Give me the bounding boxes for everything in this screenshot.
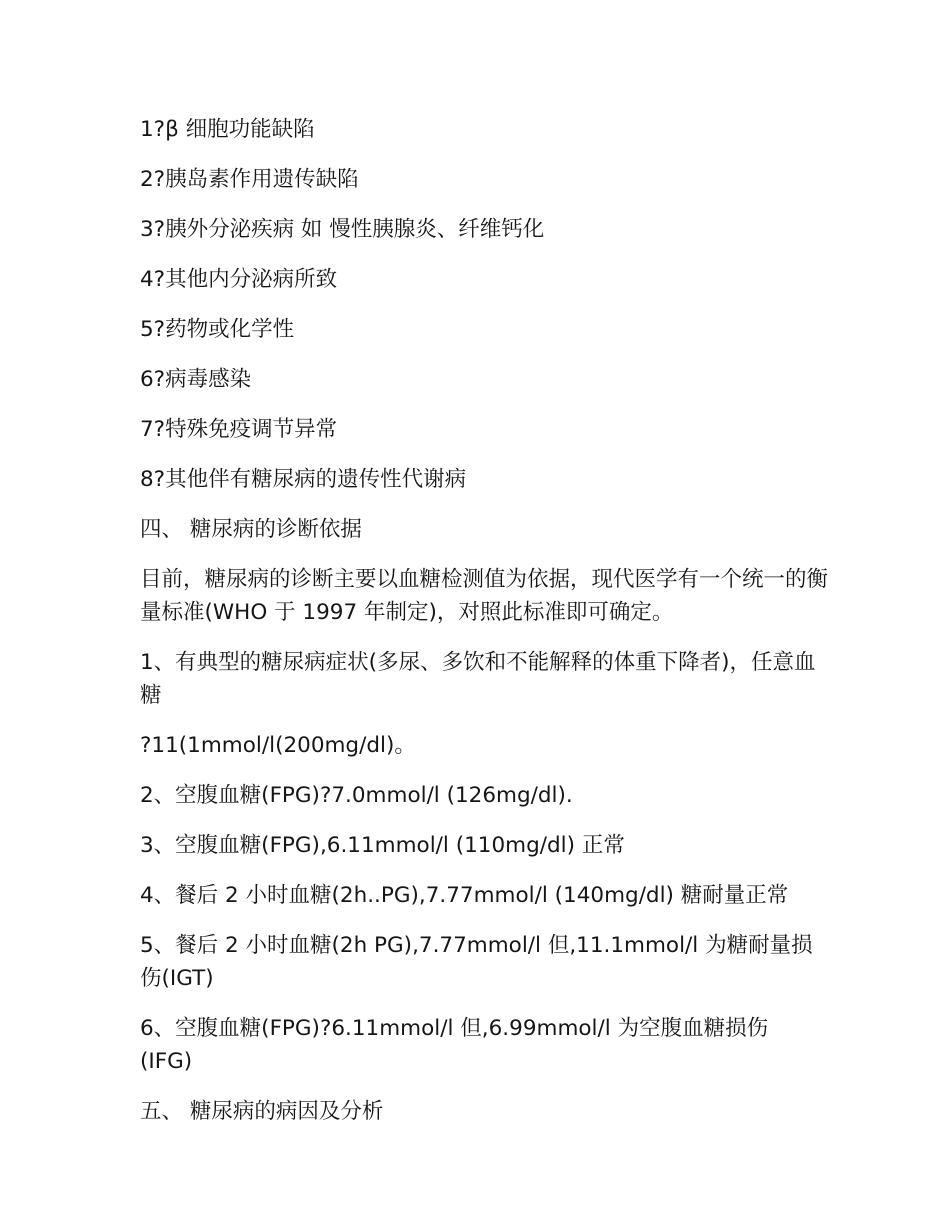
list-item-text: 1?β 细胞功能缺陷 xyxy=(140,117,315,142)
section-heading-5-etiology-analysis xyxy=(140,1095,820,1128)
list-item-text: 3?胰外分泌疾病 如 慢性胰腺炎、纤维钙化 xyxy=(140,217,545,242)
list-item-exocrine-disease xyxy=(140,213,820,246)
section-heading-4-diagnosis-basis xyxy=(140,513,820,546)
list-item-immune-disorder xyxy=(140,413,820,446)
list-item-fpg-diabetes xyxy=(140,779,820,812)
list-item-ifg xyxy=(140,1012,820,1078)
list-item-text: 6、空腹血糖(FPG)?6.11mmol/l 但,6.99mmol/l 为空腹血糖损伤 xyxy=(140,1016,769,1041)
list-item-text: 7?特殊免疫调节异常 xyxy=(140,417,338,442)
list-item-2h-pg-normal xyxy=(140,879,820,912)
paragraph-line: 目前，糖尿病的诊断主要以血糖检测值为依据，现代医学有一个统一的衡 xyxy=(140,567,829,592)
list-item-text: 5、餐后 2 小时血糖(2h PG),7.77mmol/l 但,11.1mmol/l 为糖耐量损 xyxy=(140,933,813,958)
section-heading-text: 五、 糖尿病的病因及分析 xyxy=(140,1099,384,1124)
paragraph-who-standard xyxy=(140,563,829,629)
list-item-beta-cell xyxy=(140,113,820,146)
paragraph-line: ?11(1mmol/l(200mg/dl)。 xyxy=(140,733,416,758)
section-heading-text: 四、 糖尿病的诊断依据 xyxy=(140,517,362,542)
list-item-text: 3、空腹血糖(FPG),6.11mmol/l (110mg/dl) 正常 xyxy=(140,833,625,858)
list-item-text: 2?胰岛素作用遗传缺陷 xyxy=(140,167,359,192)
paragraph-random-glucose-value xyxy=(140,729,820,762)
list-item-hereditary-metabolic xyxy=(140,463,820,496)
list-item-text: 6?病毒感染 xyxy=(140,367,252,392)
list-item-igt xyxy=(140,929,820,995)
list-item-text: 8?其他伴有糖尿病的遗传性代谢病 xyxy=(140,467,467,492)
list-item-drug-chemical xyxy=(140,313,820,346)
list-item-other-endocrine xyxy=(140,263,820,296)
list-item-text: 5?药物或化学性 xyxy=(140,317,295,342)
list-item-insulin-genetic xyxy=(140,163,820,196)
list-item-text: 2、空腹血糖(FPG)?7.0mmol/l (126mg/dl). xyxy=(140,783,573,808)
list-item-text: 4、餐后 2 小时血糖(2h..PG),7.77mmol/l (140mg/dl) 糖耐量正常 xyxy=(140,883,789,908)
list-item-text: 糖 xyxy=(140,683,162,708)
list-item-text: 4?其他内分泌病所致 xyxy=(140,267,338,292)
paragraph-line: 量标准(WHO 于 1997 年制定)，对照此标准即可确定。 xyxy=(140,600,674,625)
list-item-text: 伤(IGT) xyxy=(140,966,214,991)
list-item-fpg-normal xyxy=(140,829,820,862)
list-item-text: (IFG) xyxy=(140,1049,193,1074)
list-item-text: 1、有典型的糖尿病症状(多尿、多饮和不能解释的体重下降者)，任意血 xyxy=(140,650,816,675)
list-item-typical-symptoms xyxy=(140,646,820,712)
list-item-virus-infection xyxy=(140,363,820,396)
